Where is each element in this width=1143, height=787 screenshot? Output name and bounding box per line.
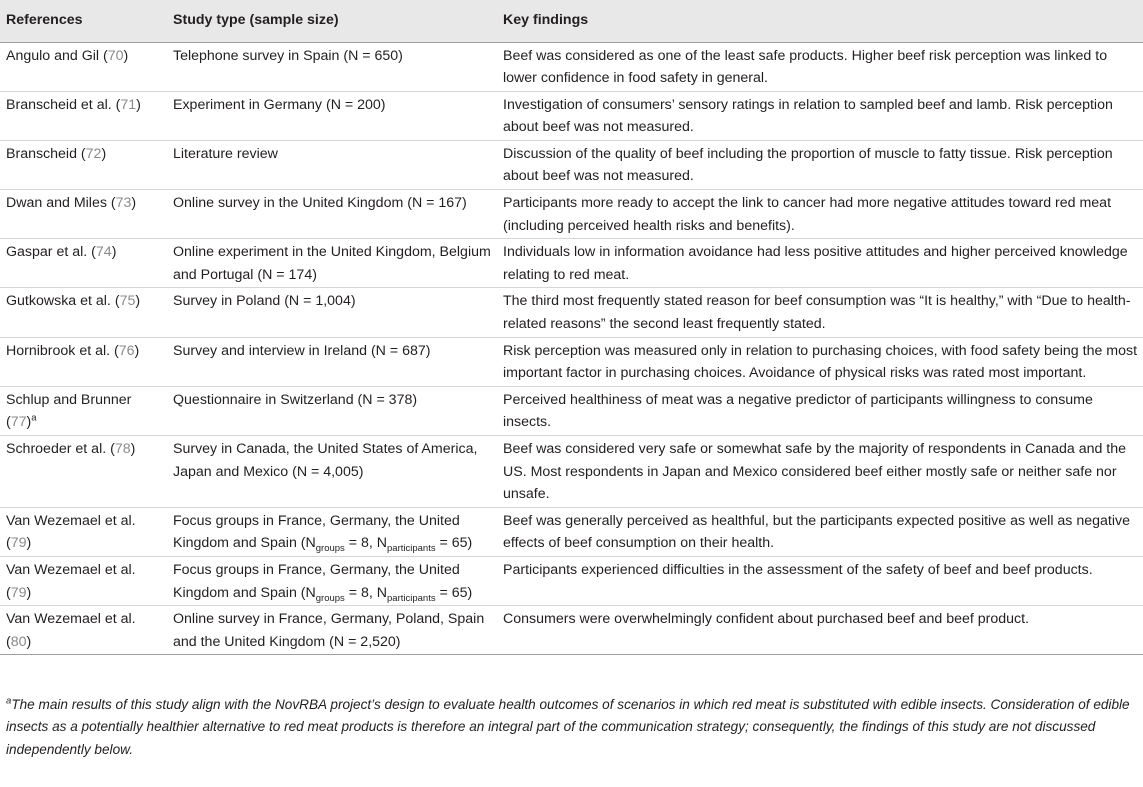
study-type-cell: Focus groups in France, Germany, the United Kingdom and Spain ($N_{groups} = 8$, $N_{participants} = 65$): [173, 561, 473, 604]
findings-cell: Beef was generally perceived as healthful, but the participants expected positive as well as negative effects of beef consumption on their health.: [503, 512, 1130, 552]
findings-cell: The third most frequently stated reason for beef consumption was “It is healthy,” with “Due to health-related reasons” the second least frequently stated.: [503, 293, 1131, 333]
study-type-cell: Survey and interview in Ireland (N = 687): [173, 342, 431, 359]
study-type-cell: Questionnaire in Switzerland (N = 378): [173, 391, 418, 408]
findings-cell: Risk perception was measured only in relation to purchasing choices, with food safety being the most important factor in purchasing choices. Avoidance of physical risks was rated most important.: [503, 342, 1138, 382]
reference-cell: Hornibrook et al. (76): [6, 342, 140, 359]
citation-link[interactable]: 79: [10, 584, 27, 601]
citation-link[interactable]: 75: [119, 293, 136, 310]
citation-link[interactable]: 77: [10, 414, 27, 431]
study-type-cell: Telephone survey in Spain (N = 650): [173, 47, 403, 64]
header-study-type: Study type (sample size): [165, 0, 495, 42]
reference-cell: Gutkowska et al. (75): [6, 293, 141, 310]
findings-cell: Investigation of consumers’ sensory ratings in relation to sampled beef and lamb. Risk perception about beef was not measured.: [503, 96, 1113, 136]
table-row: [0, 386, 1143, 435]
reference-cell: Van Wezemael et al. (79): [6, 561, 136, 601]
study-type-cell: Literature review: [173, 145, 278, 162]
citation-link[interactable]: 72: [85, 145, 102, 162]
findings-cell: Discussion of the quality of beef including the proportion of muscle to fatty tissue. Risk perception about beef was not measured.: [503, 145, 1113, 185]
table-footnote: $^a$The main results of this study align with the NovRBA project’s design to evaluate health outcomes of scenarios in which red meat is substituted with edible insects. Consideration of edible insects as a potentially healthier alternative to red meat products is therefore an integral part of the communication strategy; consequently, the findings of this study are not discussed independently below.: [6, 695, 1130, 757]
findings-cell: Consumers were overwhelmingly confident about purchased beef and beef product.: [503, 611, 1030, 628]
header-key-findings: Key findings: [495, 0, 1143, 42]
reference-cell: Schroeder et al. (78): [6, 441, 136, 457]
table-row: [0, 91, 1143, 140]
footnote-mark: a: [31, 412, 37, 424]
table-row: [0, 140, 1143, 189]
study-type-cell: Focus groups in France, Germany, the United Kingdom and Spain ($N_{groups} = 8$, $N_{participants} = 65$): [173, 512, 473, 555]
table-row: [0, 239, 1143, 288]
citation-link[interactable]: 71: [120, 96, 137, 113]
citation-link[interactable]: 73: [115, 195, 132, 212]
study-type-cell: Online experiment in the United Kingdom, Belgium and Portugal (N = 174): [173, 244, 491, 283]
table-row: [0, 337, 1143, 386]
findings-cell: Individuals low in information avoidance had less positive attitudes and higher perceived knowledge relating to red meat.: [503, 244, 1128, 283]
table-row: [0, 190, 1143, 239]
study-type-cell: Survey in Poland (N = 1,004): [173, 293, 356, 310]
reference-cell: Branscheid et al. (71): [6, 96, 141, 113]
findings-cell: Participants more ready to accept the link to cancer had more negative attitudes toward red meat (including perceived health risks and benefits).: [503, 195, 1112, 234]
reference-cell: Dwan and Miles (73): [6, 195, 137, 212]
study-type-cell: Experiment in Germany (N = 200): [173, 96, 386, 113]
citation-link[interactable]: 80: [10, 633, 27, 650]
header-references: References: [0, 0, 165, 42]
table-row: [0, 556, 1143, 605]
citation-link[interactable]: 70: [107, 47, 124, 64]
reference-cell: Van Wezemael et al. (80): [6, 611, 136, 650]
table-row: [0, 436, 1143, 508]
table-row: [0, 507, 1143, 556]
findings-cell: Beef was considered as one of the least safe products. Higher beef risk perception was linked to lower confidence in food safety in general.: [503, 47, 1108, 87]
table-row: [0, 606, 1143, 655]
footnote-mark: a: [6, 695, 12, 707]
reference-cell: Van Wezemael et al. (79): [6, 512, 136, 552]
study-type-cell: Online survey in France, Germany, Poland, Spain and the United Kingdom (N = 2,520): [173, 611, 485, 650]
citation-link[interactable]: 74: [95, 244, 112, 261]
study-type-cell: Online survey in the United Kingdom (N = 167): [173, 195, 467, 212]
reference-cell: Gaspar et al. (74): [6, 244, 117, 261]
study-type-cell: Survey in Canada, the United States of America, Japan and Mexico (N = 4,005): [173, 441, 478, 480]
citation-link[interactable]: 78: [114, 441, 131, 457]
citation-link[interactable]: 76: [118, 342, 135, 359]
reference-cell: Branscheid (72): [6, 145, 107, 162]
findings-cell: Beef was considered very safe or somewhat safe by the majority of respondents in Canada and the US. Most respondents in Japan and Mexico considered beef either mostly safe or neither safe nor unsafe.: [503, 441, 1127, 503]
citation-link[interactable]: 79: [10, 535, 27, 552]
table-row: [0, 288, 1143, 337]
findings-cell: Participants experienced difficulties in the assessment of the safety of beef and beef products.: [503, 561, 1093, 578]
reference-cell: Angulo and Gil (70): [6, 47, 129, 64]
findings-cell: Perceived healthiness of meat was a negative predictor of participants willingness to consume insects.: [503, 391, 1093, 431]
table-row: [0, 42, 1143, 91]
table-header-row: [0, 0, 1143, 42]
reference-cell: Schlup and Brunner $(77)^a$: [6, 391, 132, 431]
